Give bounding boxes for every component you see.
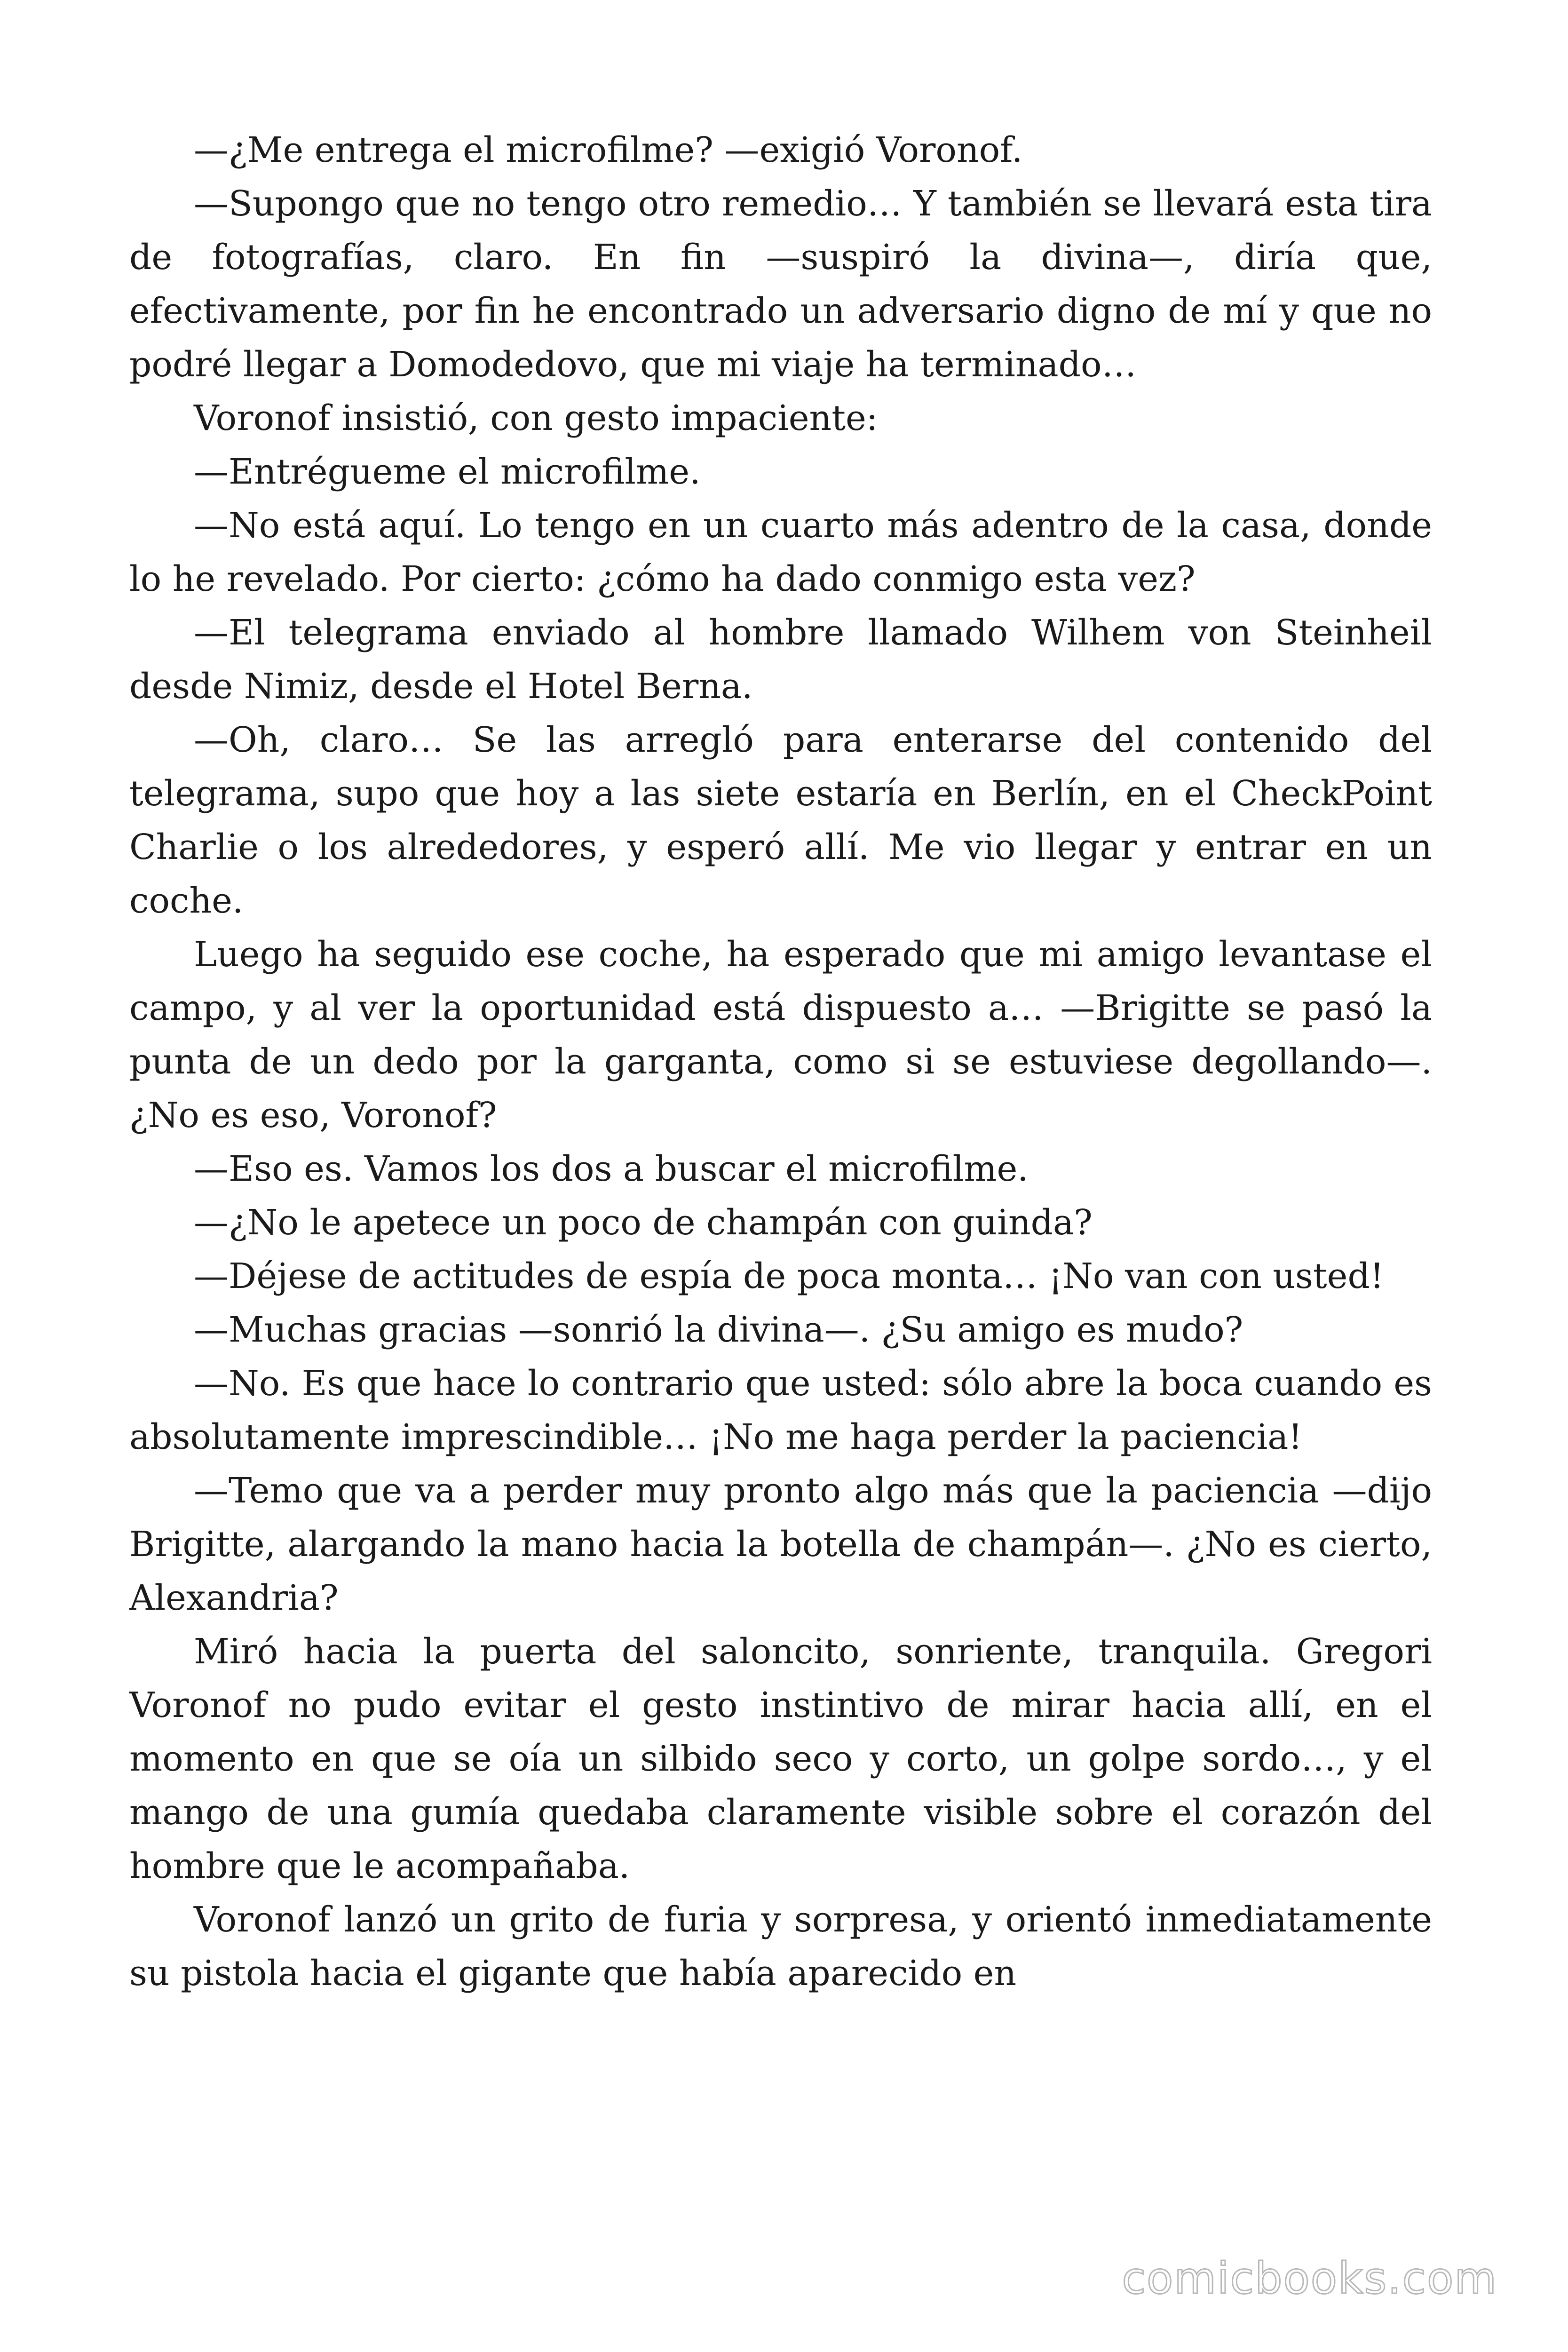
watermark: comicbooks.com [1122,2253,1497,2304]
paragraph-11: —Déjese de actitudes de espía de poca monta… ¡No van con usted! [194,1256,1384,1296]
paragraph-12: —Muchas gracias —sonrió la divina—. ¿Su amigo es mudo? [194,1310,1243,1350]
page-text [129,123,1432,2000]
paragraph-14: —Temo que va a perder muy pronto algo más que la paciencia —dijo Brigitte, alargando la mano hacia la botella de champán—. ¿No es cierto, Alexandria? [129,1470,1432,1618]
paragraph-15: Miró hacia la puerta del saloncito, sonriente, tranquila. Gregori Voronof no pudo evitar el gesto instintivo de mirar hacia allí, en el momento en que se oía un silbido seco y corto, un golpe sordo…, y el mango de una gumía quedaba claramente visible sobre el corazón del hombre que le acompañaba. [129,1631,1432,1886]
paragraph-13: —No. Es que hace lo contrario que usted: sólo abre la boca cuando es absolutamente imprescindible… ¡No me haga perder la paciencia! [129,1363,1432,1457]
paragraph-8: Luego ha seguido ese coche, ha esperado que mi amigo levantase el campo, y al ver la oportunidad está dispuesto a… —Brigitte se pasó la punta de un dedo por la garganta, como si se estuviese degollando—. ¿No es eso, Voronof? [129,934,1432,1136]
paragraph-16: Voronof lanzó un grito de furia y sorpresa, y orientó inmediatamente su pistola hacia el gigante que había aparecido en [129,1899,1432,1994]
paragraph-1: —¿Me entrega el microfilme? —exigió Voronof. [194,130,1023,170]
paragraph-10: —¿No le apetece un poco de champán con guinda? [194,1202,1093,1243]
paragraph-6: —El telegrama enviado al hombre llamado Wilhem von Steinheil desde Nimiz, desde el Hotel Berna. [129,612,1432,707]
paragraph-3: Voronof insistió, con gesto impaciente: [194,398,878,438]
paragraph-7: —Oh, claro… Se las arregló para enterarse del contenido del telegrama, supo que hoy a las siete estaría en Berlín, en el CheckPoint Charlie o los alrededores, y esperó allí. Me vio llegar y entrar en un coche. [129,720,1432,921]
paragraph-2: —Supongo que no tengo otro remedio… Y también se llevará esta tira de fotografías, claro. En fin —suspiró la divina—, diría que, efectivamente, por fin he encontrado un adversario digno de mí y que no podré llegar a Domodedovo, que mi viaje ha terminado… [129,183,1432,385]
paragraph-5: —No está aquí. Lo tengo en un cuarto más adentro de la casa, donde lo he revelado. Por cierto: ¿cómo ha dado conmigo esta vez? [129,505,1432,599]
paragraph-4: —Entrégueme el microfilme. [194,452,701,492]
paragraph-9: —Eso es. Vamos los dos a buscar el microfilme. [194,1149,1029,1189]
